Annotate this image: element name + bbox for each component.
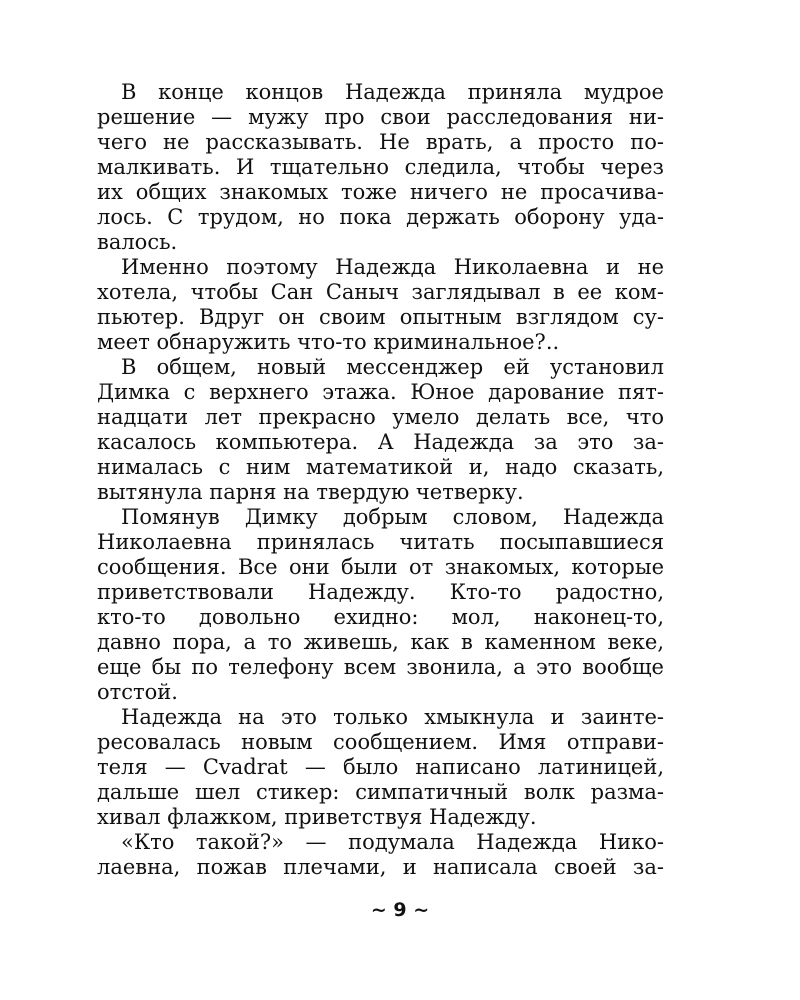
text-line: касалось компьютера. А Надежда за это за-: [97, 430, 664, 454]
text-line: хотела, чтобы Сан Саныч заглядывал в ее ком-: [97, 280, 664, 304]
paragraph-5: [97, 705, 664, 830]
text-line: Помянув Димку добрым словом, Надежда: [121, 505, 664, 529]
text-line: ресовалась новым сообщением. Имя отправи-: [97, 730, 664, 754]
text-line: лось. С трудом, но пока держать оборону уда-: [97, 205, 664, 229]
text-line: приветствовали Надежду. Кто-то радостно,: [97, 580, 664, 604]
text-line: надцати лет прекрасно умело делать все, что: [97, 405, 664, 429]
text-line: давно пора, а то живешь, как в каменном веке,: [97, 630, 664, 654]
paragraph-1: [97, 80, 664, 255]
page-number: ~ 9 ~: [370, 899, 430, 921]
text-line: их общих знакомых тоже ничего не просачива-: [97, 180, 664, 204]
text-line: отстой.: [97, 680, 178, 704]
text-line: «Кто такой?» — подумала Надежда Нико-: [121, 830, 664, 854]
text-line: дальше шел стикер: симпатичный волк размa-: [97, 780, 664, 804]
text-line: меет обнаружить что-то криминальное?..: [97, 330, 560, 354]
text-line: Надежда на это только хмыкнула и заинте-: [121, 705, 664, 729]
paragraph-6: [97, 830, 664, 880]
text-line: нималась с ним математикой и, надо сказать,: [97, 455, 664, 479]
text-line: решение — мужу про свои расследования ни-: [97, 105, 664, 129]
text-line: сообщения. Все они были от знакомых, которые: [97, 555, 664, 579]
text-line: еще бы по телефону всем звонила, а это вообще: [97, 655, 664, 679]
text-line: пьютер. Вдруг он своим опытным взглядом су-: [97, 305, 664, 329]
paragraph-2: [97, 255, 664, 355]
text-line: чего не рассказывать. Не врать, а просто по-: [97, 130, 664, 154]
text-line: Именно поэтому Надежда Николаевна и не: [121, 255, 664, 279]
text-line: В конце концов Надежда приняла мудрое: [121, 80, 664, 104]
text-line: Николаевна принялась читать посыпавшиеся: [97, 530, 664, 554]
text-line: Димка с верхнего этажа. Юное дарование пят-: [97, 380, 664, 404]
text-line: теля — Cvadrat — было написано латиницей,: [97, 755, 664, 779]
paragraph-3: [97, 355, 664, 505]
text-line: вытянула парня на твердую четверку.: [97, 480, 524, 504]
text-line: валось.: [97, 230, 178, 254]
text-line: лаевна, пожав плечами, и написала своей за-: [97, 855, 664, 879]
document-body: [97, 80, 664, 880]
paragraph-4: [97, 505, 664, 705]
text-line: В общем, новый мессенджер ей установил: [121, 355, 664, 379]
text-line: хивал флажком, приветствуя Надежду.: [97, 805, 537, 829]
text-line: малкивать. И тщательно следила, чтобы через: [97, 155, 664, 179]
text-line: кто-то довольно ехидно: мол, наконец-то,: [97, 605, 664, 629]
